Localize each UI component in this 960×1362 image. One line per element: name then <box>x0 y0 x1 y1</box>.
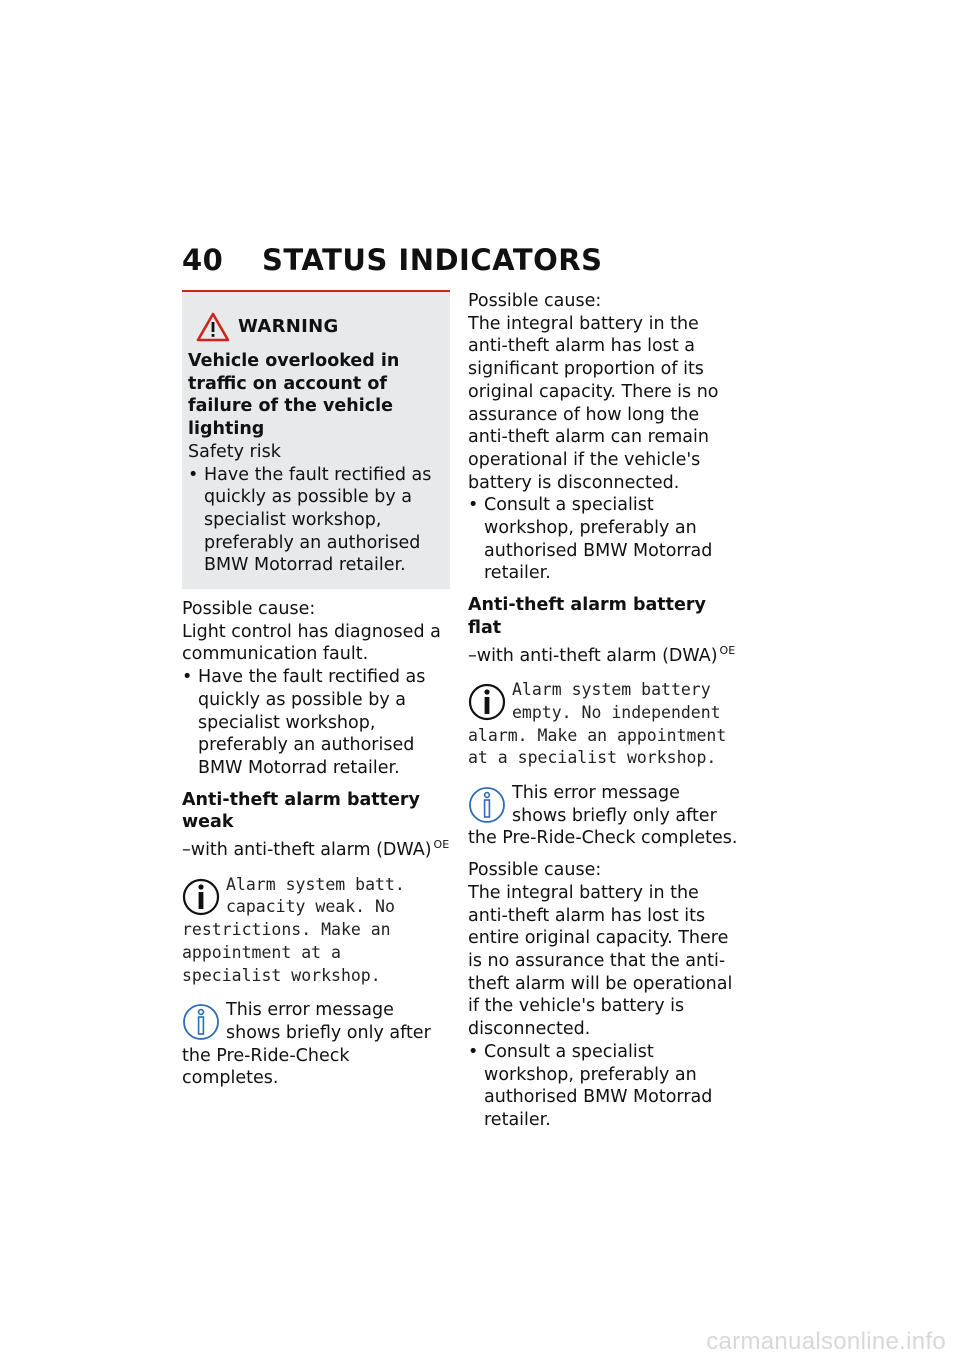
note-icon <box>182 1001 220 1043</box>
note <box>468 782 738 850</box>
info-icon <box>182 876 220 918</box>
section-title: Anti-theft alarm battery weak <box>182 789 420 833</box>
display-text: Alarm system batt. capacity weak. No restrictions. Make an appointment at a specialist workshop. <box>182 874 405 985</box>
option-marker: OE <box>719 643 736 657</box>
cause-text: Light control has diagnosed a communication fault. <box>182 621 441 665</box>
page-header <box>182 238 602 282</box>
display-text: Alarm system battery empty. No independent alarm. Make an appointment at a specialist workshop. <box>468 680 727 768</box>
warning-bullet: • Have the fault rectified as quickly as possible by a specialist workshop, preferably an authorised BMW Motorrad retailer. <box>188 464 444 578</box>
cause-label: Possible cause: <box>182 599 316 620</box>
left-column <box>182 290 450 1090</box>
option-marker: OE <box>433 838 450 852</box>
page-number: 40 <box>182 243 224 277</box>
note-icon <box>468 784 506 826</box>
page-title: STATUS INDICATORS <box>262 243 603 277</box>
info-icon <box>468 681 506 723</box>
cause-label: Possible cause: <box>468 291 602 311</box>
warning-box <box>182 290 450 589</box>
right-column <box>468 290 738 1132</box>
display-message <box>468 679 738 770</box>
action-bullet: • Consult a specialist workshop, preferably an authorised BMW Motorrad retailer. <box>468 1041 738 1132</box>
warning-header <box>196 312 444 342</box>
watermark: carmanualsonline.info <box>706 1328 946 1355</box>
display-message <box>182 874 450 988</box>
warning-risk: Safety risk <box>188 441 281 462</box>
warning-heading: Vehicle overlooked in traffic on account of failure of the vehicle lighting <box>188 351 400 440</box>
cause-label: Possible cause: <box>468 860 602 881</box>
cause-text: The integral battery in the anti-theft alarm has lost a significant proportion of its original capacity. There is no assurance of how long the anti-theft alarm can remain operational if the vehicle's battery is disconnected. <box>468 313 719 493</box>
cause-text: The integral battery in the anti-theft alarm has lost its entire original capacity. There is no assurance that the anti-theft alarm will be operational if the vehicle's battery is disconnected. <box>468 882 733 1040</box>
section-title: Anti-theft alarm battery flat <box>468 595 706 638</box>
section-subtitle: –with anti-theft alarm (DWA) $^{OE}$ <box>182 838 450 861</box>
action-bullet: • Consult a specialist workshop, preferably an authorised BMW Motorrad retailer. <box>468 494 738 585</box>
section-subtitle: –with anti-theft alarm (DWA) $^{OE}$ <box>468 643 736 666</box>
warning-label: WARNING <box>238 315 339 337</box>
warning-triangle-icon <box>196 312 230 342</box>
note-text: This error message shows briefly only after the Pre-Ride-Check completes. <box>468 783 738 849</box>
note <box>182 999 450 1090</box>
note-text: This error message shows briefly only after the Pre-Ride-Check completes. <box>182 1000 431 1089</box>
action-bullet: • Have the fault rectified as quickly as possible by a specialist workshop, preferably an authorised BMW Motorrad retailer. <box>182 666 450 780</box>
